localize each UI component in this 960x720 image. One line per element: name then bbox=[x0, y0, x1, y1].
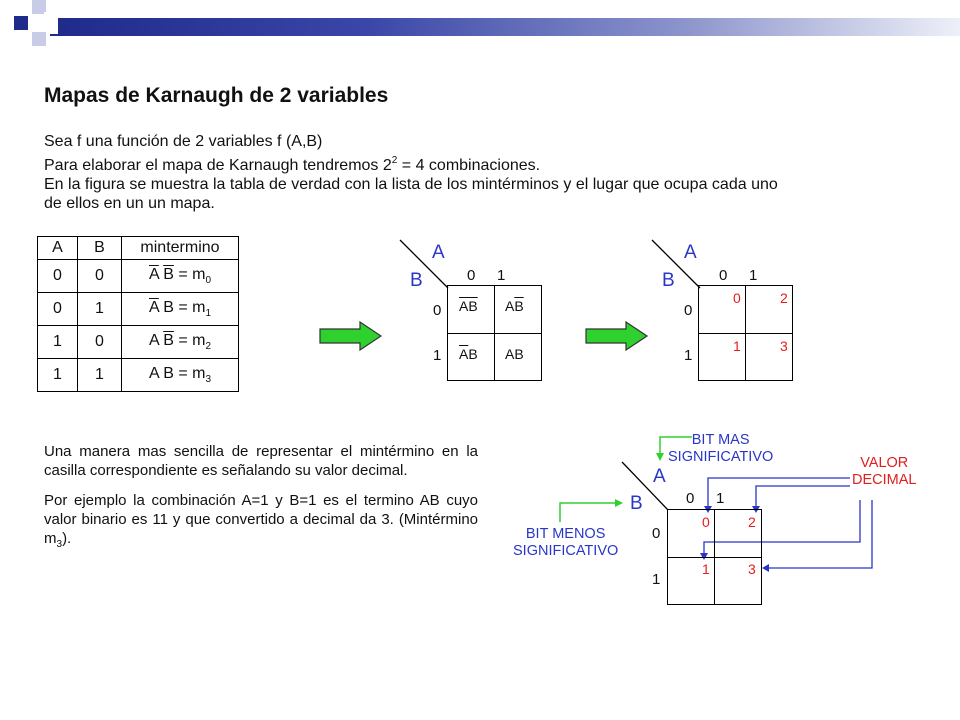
kmap2-row-0: 0 bbox=[684, 302, 693, 319]
cell-a: 1 bbox=[38, 326, 78, 359]
kmap2-col-1: 1 bbox=[749, 267, 758, 284]
page-title: Mapas de Karnaugh de 2 variables bbox=[44, 84, 389, 107]
intro-line-1: Sea f una función de 2 variables f (A,B) bbox=[44, 133, 323, 150]
kmap1-cell-1: $\overline{A}B$ bbox=[459, 346, 478, 362]
cell-minterm: A $\overline{B} = m_2$ bbox=[122, 326, 239, 359]
kmap3-label-b: B bbox=[630, 493, 643, 514]
cell-a: 0 bbox=[38, 293, 78, 326]
kmap1-label-a: A bbox=[432, 242, 445, 263]
kmap1-label-b: B bbox=[410, 270, 423, 291]
kmap2-cell-1: 1 bbox=[733, 338, 741, 354]
kmap2-label-b: B bbox=[662, 270, 675, 291]
cell-a: 0 bbox=[38, 260, 78, 293]
lsb-label: BIT MENOS SIGNIFICATIVO bbox=[513, 526, 619, 559]
kmap2-row-1: 1 bbox=[684, 347, 693, 364]
kmap2-col-0: 0 bbox=[719, 267, 728, 284]
kmap1-cell-3: AB bbox=[505, 346, 524, 362]
kmap3-cell-2: 2 bbox=[748, 514, 756, 530]
kmap2-cell-3: 3 bbox=[780, 338, 788, 354]
cell-minterm: A $B = m_3$ bbox=[122, 359, 239, 392]
kmap2-cell-2: 2 bbox=[780, 290, 788, 306]
kmap1-cell-2: $A\overline{B}$ bbox=[505, 298, 524, 314]
explanation-p2: Por ejemplo la combinación A=1 y B=1 es el termino AB cuyo valor binario es 11 y que convertido a decimal da 3. (Mintérmino $m_3$). bbox=[44, 492, 478, 550]
kmap3-cell-0: 0 bbox=[702, 514, 710, 530]
kmap3-label-a: A bbox=[653, 466, 666, 487]
intro-line-3: En la figura se muestra la tabla de verdad con la lista de los mintérminos y el lugar que ocupa cada uno bbox=[44, 176, 778, 193]
kmap1-cell-0: $\overline{AB}$ bbox=[459, 298, 478, 314]
cell-b: 1 bbox=[78, 293, 122, 326]
kmap1-row-1: 1 bbox=[433, 347, 442, 364]
kmap3-cell-3: 3 bbox=[748, 561, 756, 577]
kmap1-col-0: 0 bbox=[467, 267, 476, 284]
kmap2-label-a: A bbox=[684, 242, 697, 263]
kmap3-row-1: 1 bbox=[652, 571, 661, 588]
kmap3-col-1: 1 bbox=[716, 490, 725, 507]
decimal-value-label: VALOR DECIMAL bbox=[852, 455, 917, 488]
intro-line-2: Para elaborar el mapa de Karnaugh tendremos $2^2 = 4$ combinaciones. bbox=[44, 155, 541, 174]
kmap1-col-1: 1 bbox=[497, 267, 506, 284]
kmap2-cell-0: 0 bbox=[733, 290, 741, 306]
header-b: B bbox=[78, 237, 122, 260]
cell-minterm: $\overline{A}$ $\overline{B} = m_0$ bbox=[122, 260, 239, 293]
cell-b: 1 bbox=[78, 359, 122, 392]
cell-minterm: $\overline{A}$ $B = m_1$ bbox=[122, 293, 239, 326]
kmap3-col-0: 0 bbox=[686, 490, 695, 507]
header-a: A bbox=[38, 237, 78, 260]
header-mintermino: mintermino bbox=[122, 237, 239, 260]
cell-b: 0 bbox=[78, 326, 122, 359]
kmap1-row-0: 0 bbox=[433, 302, 442, 319]
cell-b: 0 bbox=[78, 260, 122, 293]
explanation-p1: Una manera mas sencilla de representar el mintérmino en la casilla correspondiente es señalando su valor decimal. bbox=[44, 443, 478, 479]
intro-line-4: de ellos en un un mapa. bbox=[44, 195, 215, 212]
msb-label: BIT MAS SIGNIFICATIVO bbox=[668, 432, 774, 465]
cell-a: 1 bbox=[38, 359, 78, 392]
kmap3-cell-1: 1 bbox=[702, 561, 710, 577]
kmap3-row-0: 0 bbox=[652, 525, 661, 542]
